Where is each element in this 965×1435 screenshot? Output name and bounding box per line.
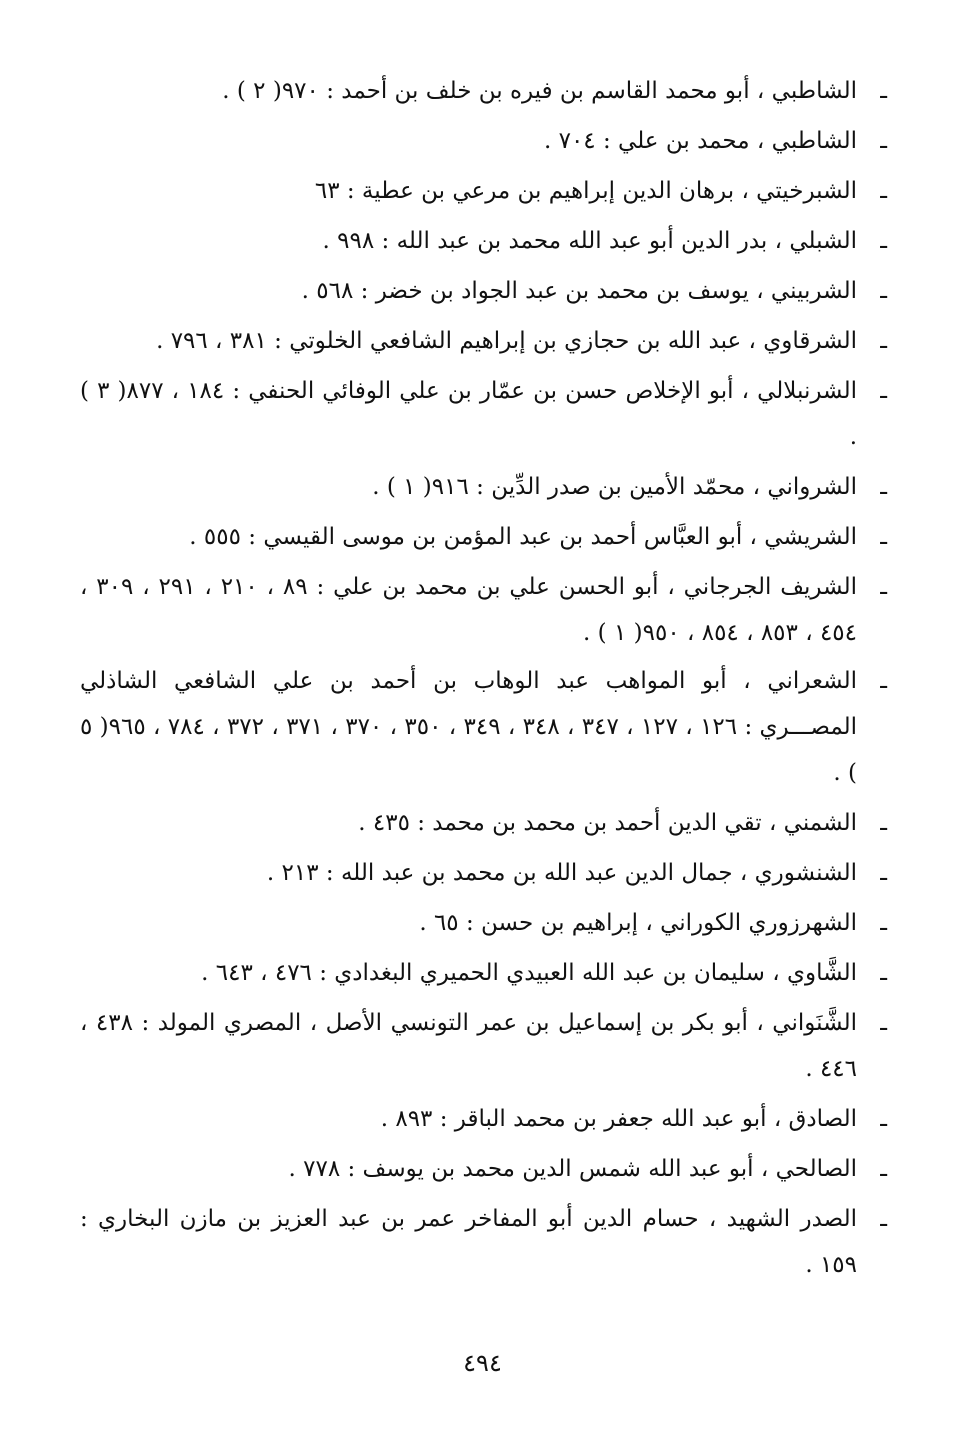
index-entry (80, 658, 887, 796)
entry-text: الشعراني ، أبو المواهب عبد الوهاب بن أحمد بن علي الشافعي الشاذلي المصـــري : ١٢٦ ، ١٢٧ ، ٣٤٧ ، ٣٤٨ ، ٣٤٩ ، ٣٥٠ ، ٣٧٠ ، ٣٧١ ، ٣٧٢ ، ٧٨٤ ، ٩٦٥( ٥ ) . (80, 668, 858, 786)
index-entry (80, 564, 887, 656)
index-entry (80, 898, 887, 948)
index-entry (80, 166, 887, 216)
entry-dash: ـ (880, 1106, 887, 1132)
entry-text: الشمني ، تقي الدين أحمد بن محمد بن محمد : ٤٣٥ . (358, 810, 857, 836)
entry-text: الشبلي ، بدر الدين أبو عبد الله محمد بن عبد الله : ٩٩٨ . (322, 228, 857, 254)
entry-text: الصدر الشهيد ، حسام الدين أبو المفاخر عمر بن عبد العزيز بن مازن البخاري : ١٥٩ . (80, 1206, 857, 1278)
index-entry (80, 116, 887, 166)
entry-dash: ـ (880, 378, 887, 404)
entry-dash: ـ (880, 668, 887, 694)
entry-dash: ـ (880, 810, 887, 836)
page-number: ٤٩٤ (463, 1349, 502, 1377)
entry-dash: ـ (880, 1010, 887, 1036)
entry-text: الصادق ، أبو عبد الله جعفر بن محمد الباقر : ٨٩٣ . (380, 1106, 857, 1132)
entry-dash: ـ (880, 860, 887, 886)
entry-text: الشربيني ، يوسف بن محمد بن عبد الجواد بن خضر : ٥٦٨ . (301, 278, 857, 304)
index-entry (80, 512, 887, 562)
index-entry (80, 1094, 887, 1144)
index-entry (80, 1196, 887, 1288)
entry-text: الشبرخيتي ، برهان الدين إبراهيم بن مرعي بن عطية : ٦٣ (314, 178, 857, 204)
entry-text: الشريشي ، أبو العبَّاس أحمد بن عبد المؤمن بن موسى القيسي : ٥٥٥ . (189, 524, 857, 550)
entry-dash: ـ (880, 1156, 887, 1182)
entry-dash: ـ (880, 328, 887, 354)
entry-text: الشَّاوي ، سليمان بن عبد الله العبيدي الحميري البغدادي : ٤٧٦ ، ٦٤٣ . (201, 960, 857, 986)
index-entry (80, 368, 887, 460)
index-entry (80, 1144, 887, 1194)
entry-text: الشهرزوري الكوراني ، إبراهيم بن حسن : ٦٥ . (419, 910, 857, 936)
entry-text: الشاطبي ، أبو محمد القاسم بن فيره بن خلف بن أحمد : ٩٧٠( ٢ ) . (222, 78, 857, 104)
entry-dash: ـ (880, 78, 887, 104)
entry-dash: ـ (880, 1206, 887, 1232)
entry-dash: ـ (880, 228, 887, 254)
entry-text: الشاطبي ، محمد بن علي : ٧٠٤ . (543, 128, 857, 154)
index-entry (80, 66, 887, 116)
index-entry (80, 266, 887, 316)
index-entry (80, 798, 887, 848)
index-entry (80, 948, 887, 998)
entry-dash: ـ (880, 574, 887, 600)
index-entry (80, 462, 887, 512)
entry-text: الشرقاوي ، عبد الله بن حجازي بن إبراهيم الشافعي الخلوتي : ٣٨١ ، ٧٩٦ . (156, 328, 857, 354)
entry-dash: ـ (880, 128, 887, 154)
entry-text: الصالحي ، أبو عبد الله شمس الدين محمد بن يوسف : ٧٧٨ . (288, 1156, 857, 1182)
entry-dash: ـ (880, 524, 887, 550)
index-list (80, 66, 887, 1290)
index-entry (80, 316, 887, 366)
index-entry (80, 1000, 887, 1092)
entry-text: الشريف الجرجاني ، أبو الحسن علي بن محمد بن علي : ٨٩ ، ٢١٠ ، ٢٩١ ، ٣٠٩ ، ٤٥٤ ، ٨٥٣ ، ٨٥٤ ، ٩٥٠( ١ ) . (80, 574, 858, 646)
entry-text: الشنشوري ، جمال الدين عبد الله بن محمد بن عبد الله : ٢١٣ . (266, 860, 857, 886)
entry-text: الشرنبلالي ، أبو الإخلاص حسن بن عمّار بن علي الوفائي الحنفي : ١٨٤ ، ٨٧٧( ٣ ) . (80, 378, 857, 450)
index-entry (80, 848, 887, 898)
entry-dash: ـ (880, 960, 887, 986)
entry-text: الشرواني ، محمّد الأمين بن صدر الدِّين : ٩١٦( ١ ) . (372, 474, 857, 500)
entry-dash: ـ (880, 910, 887, 936)
entry-dash: ـ (880, 474, 887, 500)
entry-dash: ـ (880, 278, 887, 304)
entry-text: الشَّنَواني ، أبو بكر بن إسماعيل بن عمر التونسي الأصل ، المصري المولد : ٤٣٨ ، ٤٤٦ . (80, 1010, 858, 1082)
index-entry (80, 216, 887, 266)
entry-dash: ـ (880, 178, 887, 204)
